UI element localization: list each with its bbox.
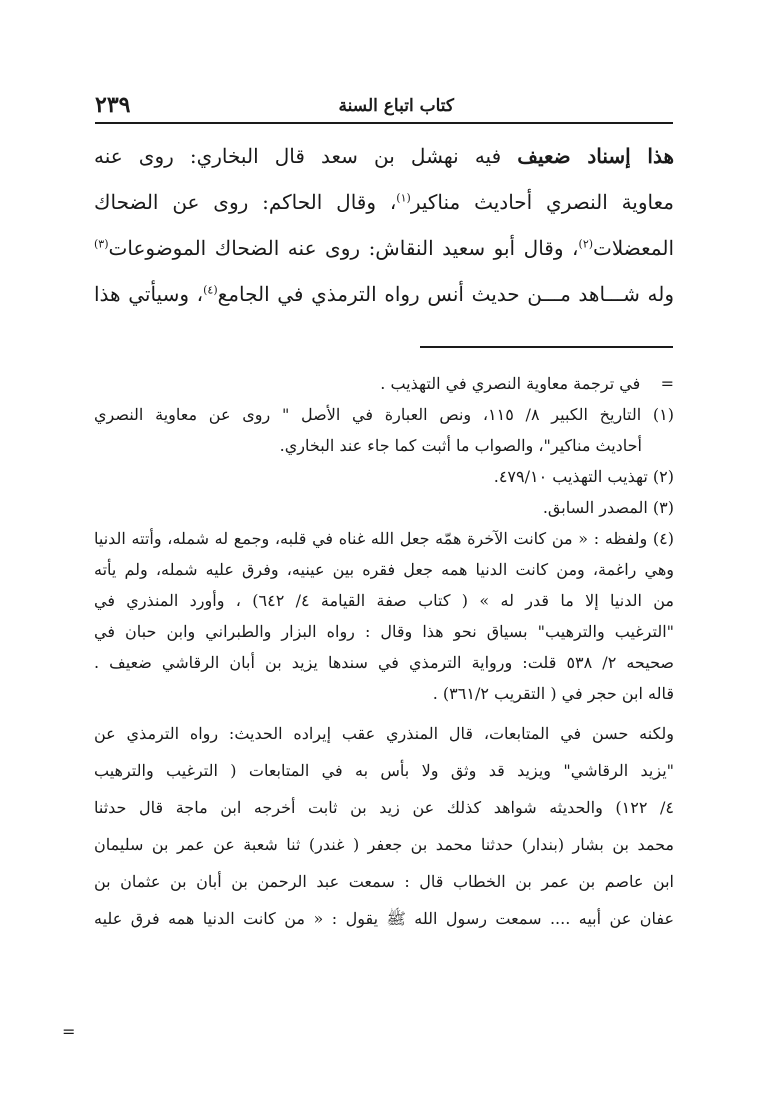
continuation-mark: = [62,1022,76,1041]
footnote-4-cont-line-3: ٤/ ١٢٢) والحديثه شواهد كذلك عن زيد بن ثابت أخرجه ابن ماجة قال حدثنا [94,798,674,817]
book-title: كتاب اتباع السنة [338,96,454,116]
footnote-rule [420,346,673,348]
footnote-4-line-1: (٤) ولفظه : « من كانت الآخرة همّه جعل الله غناه في قلبه، وجمع له شمله، وأتته الدنيا [94,529,674,548]
footnote-1-line-1: (١) التاريخ الكبير ٨/ ١١٥، ونص العبارة في الأصل " روى عن معاوية النصري [94,405,675,424]
footnote-1 [94,399,674,461]
footnote-4-cont-line-4: محمد بن بشار (بندار) حدثنا محمد بن جعفر ( غندر) ثنا شعبة عن عمر بن سليمان [94,835,675,854]
footnote-3-line: (٣) المصدر السابق. [542,498,674,517]
footnote-2-line: (٢) تهذيب التهذيب ٤٧٩/١٠. [493,467,674,486]
footnote-4-cont-line-2: "يزيد الرقاشي" ويزيد قد وثق ولا بأس به في المتابعات ( الترغيب والترهيب [94,761,674,780]
footnote-4-line-2: وهي راغمة، ومن كانت الدنيا همه جعل فقره بين عينيه، وفرق عليه شمله، ولم يأته [94,560,674,579]
continuation-line [94,368,674,399]
running-header [95,92,669,122]
footnote-ref-2[interactable]: (٢) [578,237,594,251]
continuation-eq-mark: = [660,374,674,393]
main-line-3-a: المعضلات [593,236,674,260]
footnote-4 [94,523,674,709]
footnote-3 [94,492,674,523]
bold-phrase: هذا إسناد ضعيف [517,144,674,168]
footnote-ref-3[interactable]: (٣) [94,237,109,251]
footnote-4-continuation [94,715,674,937]
main-line-4-b: ، وسيأتي هذا [94,282,204,306]
main-line-4 [94,271,674,317]
footnote-4-cont-line-6: عفان عن أبيه .... سمعت رسول الله ﷺ يقول : « من كانت الدنيا همه فرق عليه [94,909,674,928]
main-line-1-rest: فيه نهشل بن سعد قال البخاري: روى عنه [94,144,518,168]
main-line-2-a: معاوية النصري أحاديث مناكير [410,190,674,214]
header-rule [95,122,673,124]
main-line-2-b: ، وقال الحاكم: روى عن الضحاك [94,190,397,214]
footnote-1-line-2: أحاديث مناكير"، والصواب ما أثبت كما جاء عند البخاري. [279,436,642,455]
footnote-4-line-3: من الدنيا إلا ما قدر له » ( كتاب صفة القيامة ٤/ ٦٤٢) ، وأورد المنذري في [94,591,674,610]
main-text [94,133,674,317]
footnote-4-line-4: "الترغيب والترهيب" بسياق نحو هذا وقال : رواه البزار والطبراني وابن حبان في [94,622,674,641]
footnote-ref-4[interactable]: (٤) [203,283,218,297]
footnote-ref-1[interactable]: (١) [396,191,411,205]
footnote-4-cont-line-1: ولكنه حسن في المتابعات، قال المنذري عقب إيراده الحديث: رواه الترمذي عن [94,724,674,743]
main-line-3 [94,225,674,271]
footnote-4-line-6: قاله ابن حجر في ( التقريب ٣٦١/٢) . [432,684,674,703]
main-line-3-b: ، وقال أبو سعيد النقاش: روى عنه الضحاك الموضوعات [108,236,579,260]
main-line-4-a: وله شـــاهد مـــن حديث أنس رواه الترمذي في الجامع [217,282,674,306]
footnotes [94,368,674,937]
footnote-2 [94,461,674,492]
footnote-4-cont-line-5: ابن عاصم بن عمر بن الخطاب قال : سمعت عبد الرحمن بن أبان بن عثمان بن [94,872,674,891]
page-number: ٢٣٩ [95,92,131,118]
continuation-text: في ترجمة معاوية النصري في التهذيب . [380,374,641,393]
footnote-continuation [94,368,674,399]
main-line-2 [94,179,674,225]
footnote-4-line-5: صحيحه ٢/ ٥٣٨ قلت: ورواية الترمذي في سندها يزيد بن أبان الرقاشي ضعيف . [94,653,675,672]
main-line-1 [94,133,674,179]
